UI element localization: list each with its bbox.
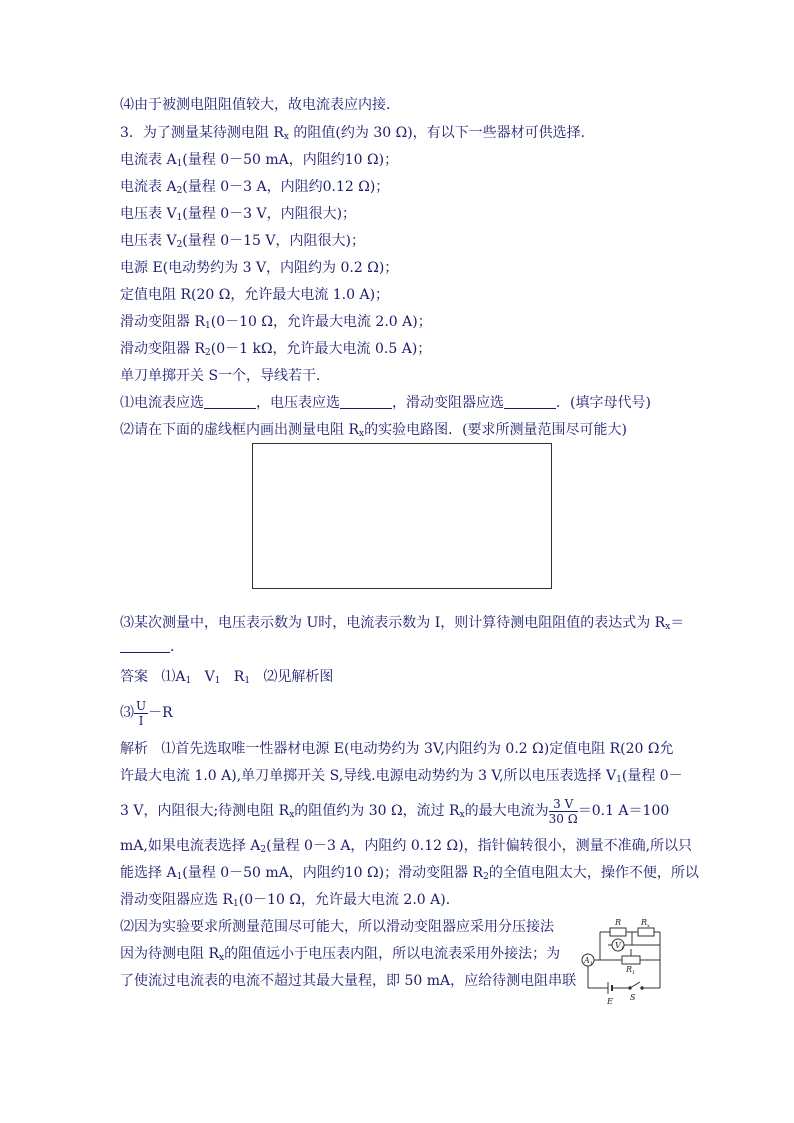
subscript: 1 — [176, 159, 183, 169]
answer-blank-voltmeter[interactable] — [340, 394, 392, 409]
fraction-u-over-i — [134, 699, 148, 728]
subscript: 1 — [185, 676, 192, 686]
analysis-line-9 — [120, 971, 576, 991]
text: ＝ — [670, 615, 685, 631]
text: (量程 0－3 A，内阻约0.12 Ω)； — [182, 179, 390, 195]
resistor-r — [610, 928, 626, 936]
analysis-line-2 — [120, 766, 683, 790]
subscript: 2 — [176, 186, 183, 196]
text: 电源 E(电动势约为 3 V，内阻约为 0.2 Ω)； — [120, 260, 399, 276]
text: 电压表 V — [120, 233, 177, 249]
analysis-line-3 — [120, 793, 669, 829]
text: (量程 0－3 A，内阻约 0.12 Ω)，指针偏转很小，测量不准确,所以只 — [266, 838, 693, 854]
text: 的实验电路图．(要求所测量范围尽可能大) — [364, 422, 628, 438]
text: ⑴电流表应选 — [120, 395, 204, 411]
text: 因为待测电阻 R — [120, 946, 219, 962]
text: ． — [170, 639, 184, 655]
equipment-ammeter-a2 — [120, 177, 389, 201]
text: 能选择 A — [120, 865, 177, 881]
numerator: U — [136, 698, 147, 713]
subscript: x — [283, 132, 289, 142]
equipment-voltmeter-v1 — [120, 204, 356, 228]
subscript: 2 — [176, 240, 183, 250]
label-a1: $A_1$ — [584, 956, 593, 967]
text: 的阻值约为 30 Ω，流过 R — [294, 803, 460, 819]
sub-question-2 — [120, 420, 627, 444]
analysis-label: 解析 — [120, 741, 148, 757]
text: 许最大电流 1.0 A),单刀单掷开关 S,导线.电源电动势约为 3 V,所以电压表选择 V — [120, 768, 617, 784]
circuit-diagram — [578, 912, 678, 1012]
text: ⑵因为实验要求所测量范围尽可能大，所以滑动变阻器应采用分压接法 — [120, 919, 554, 935]
subscript: 2 — [260, 845, 267, 855]
subscript: 1 — [205, 321, 211, 331]
label-e: E — [607, 997, 613, 1006]
text: 单刀单掷开关 S一个，导线若干． — [120, 368, 331, 384]
subscript: x — [665, 622, 671, 632]
text: ，电压表应选 — [256, 395, 340, 411]
question-3-stem — [120, 123, 595, 147]
subscript: 1 — [214, 676, 221, 686]
equipment-power-source — [120, 258, 398, 278]
analysis-line-4 — [120, 836, 692, 860]
text: 滑动变阻器 R — [120, 314, 205, 330]
answer-part-3 — [120, 695, 173, 731]
text: V — [204, 669, 215, 685]
equipment-switch — [120, 366, 330, 386]
subscript: 1 — [176, 872, 183, 882]
equipment-ammeter-a1 — [120, 150, 398, 174]
text: 的阻值(约为 30 Ω)，有以下一些器材可供选择． — [288, 125, 595, 141]
subscript: x — [219, 953, 225, 963]
text: 电压表 V — [120, 206, 177, 222]
text: 电流表 A — [120, 152, 177, 168]
text: ⑶ — [120, 705, 134, 721]
subscript: 1 — [176, 213, 183, 223]
resistor-rx — [638, 928, 654, 936]
circuit-drawing-box[interactable] — [252, 443, 552, 589]
label-r: R — [615, 918, 622, 927]
text: ＝0.1 A＝100 — [577, 803, 670, 819]
label-rx: $R_x$ — [641, 918, 650, 929]
text: (0－1 kΩ，允许最大电流 0.5 A)； — [210, 341, 432, 357]
subscript: 1 — [233, 899, 239, 909]
answer-blank-ammeter[interactable] — [204, 394, 256, 409]
analysis-line-7 — [120, 917, 554, 937]
answer-label: 答案 — [120, 669, 148, 685]
text: (0－10 Ω，允许最大电流 2.0 A)． — [238, 892, 460, 908]
text: 电流表 A — [120, 179, 177, 195]
prev-answer-line — [120, 95, 400, 115]
text: 滑动变阻器 R — [120, 341, 205, 357]
sub-question-3-blank-line — [120, 637, 184, 657]
text: ⑶某次测量中，电压表示数为 U时，电流表示数为 I，则计算待测电阻阻值的表达式为 R — [120, 615, 666, 631]
answer-blank-rheostat[interactable] — [504, 394, 556, 409]
text: ．(填字母代号) — [556, 395, 651, 411]
analysis-line-5 — [120, 863, 699, 887]
text: －R — [148, 705, 173, 721]
denominator: I — [138, 713, 144, 728]
text: ⑵见解析图 — [263, 669, 334, 685]
denominator: 30 Ω — [548, 811, 578, 826]
equipment-rheostat-r1 — [120, 312, 432, 336]
sub-question-3 — [120, 613, 684, 637]
text: 滑动变阻器应选 R — [120, 892, 233, 908]
equipment-fixed-resistor — [120, 285, 389, 305]
analysis-line-6 — [120, 890, 460, 914]
text: 的最大电流为 — [464, 803, 549, 819]
text: R — [233, 669, 245, 685]
equipment-voltmeter-v2 — [120, 231, 365, 255]
subscript: x — [359, 429, 365, 439]
sub-question-1 — [120, 393, 651, 413]
text: ⑵请在下面的虚线框内画出测量电阻 R — [120, 422, 359, 438]
text: ⑴A — [161, 669, 186, 685]
label-s: S — [630, 993, 636, 1002]
label-r1: $R_1$ — [626, 965, 636, 976]
subscript: x — [459, 810, 465, 820]
equipment-rheostat-r2 — [120, 339, 431, 363]
switch-blade — [630, 982, 640, 988]
text: ，滑动变阻器应选 — [392, 395, 504, 411]
text: 3 V，内阻很大;待测电阻 R — [120, 803, 290, 819]
subscript: 2 — [205, 348, 211, 358]
analysis-line-8 — [120, 944, 560, 968]
numerator: 3 V — [549, 797, 578, 812]
analysis-line-1 — [120, 739, 674, 759]
fraction-current — [549, 797, 578, 826]
text: 的全值电阻太大，操作不便，所以 — [488, 865, 699, 881]
answer-line — [120, 667, 333, 691]
text: (量程 0－50 mA，内阻约10 Ω)； — [182, 152, 399, 168]
text: 3．为了测量某待测电阻 R — [120, 125, 284, 141]
text: (量程 0－3 V，内阻很大)； — [182, 206, 357, 222]
text: mA,如果电流表选择 A — [120, 838, 261, 854]
text: ⑴首先选取唯一性器材电源 E(电动势约为 3V,内阻约为 0.2 Ω)定值电阻 R(20 Ω允 — [161, 741, 674, 757]
text: 的阻值远小于电压表内阻，所以电流表采用外接法；为 — [224, 946, 561, 962]
subscript: x — [289, 810, 295, 820]
text: (量程 0－15 V，内阻很大)； — [182, 233, 365, 249]
subscript: 2 — [483, 872, 489, 882]
text: (量程 0－ — [621, 768, 683, 784]
text: ⑷由于被测电阻阻值较大，故电流表应内接． — [120, 97, 400, 113]
text: 定值电阻 R(20 Ω，允许最大电流 1.0 A)； — [120, 287, 390, 303]
text: (0－10 Ω，允许最大电流 2.0 A)； — [210, 314, 432, 330]
subscript: 1 — [616, 775, 622, 785]
text: 了使流过电流表的电流不超过其最大量程，即 50 mA，应给待测电阻串联 — [120, 973, 577, 989]
text: (量程 0－50 mA，内阻约10 Ω)；滑动变阻器 R — [182, 865, 484, 881]
subscript: 1 — [244, 676, 251, 686]
answer-blank-expression[interactable] — [120, 638, 170, 653]
label-v1: $V_1$ — [615, 941, 624, 952]
rheostat-r1 — [622, 956, 640, 964]
